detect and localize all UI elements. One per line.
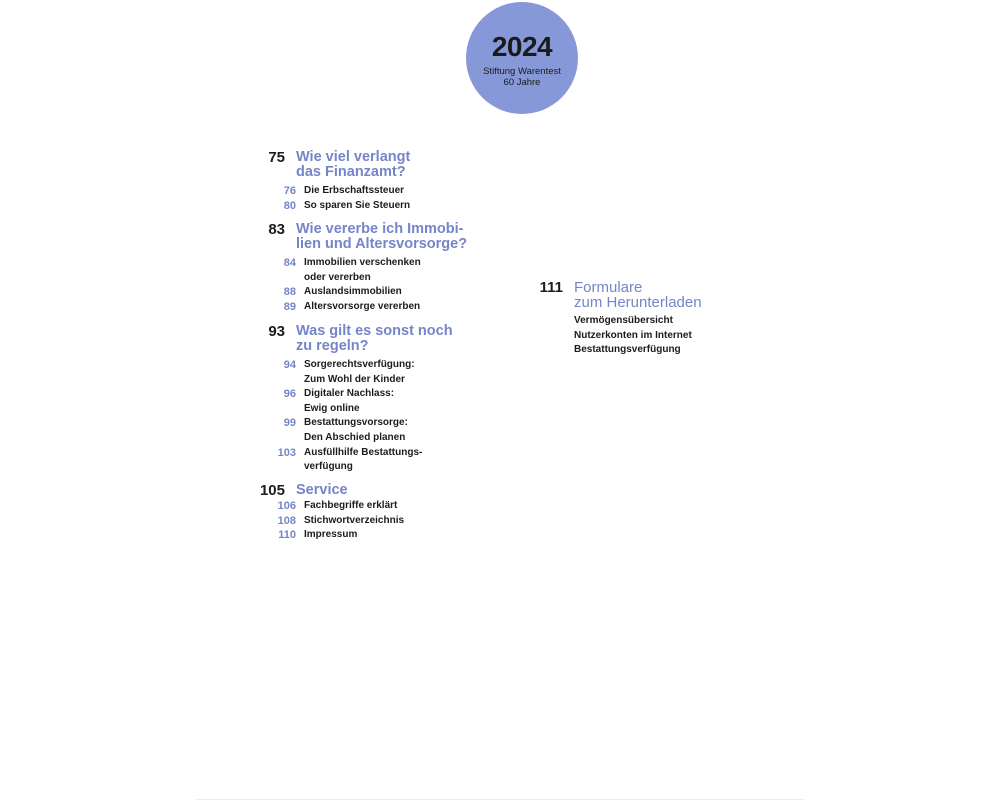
toc-entry[interactable]: [283, 285, 467, 300]
toc-section-105: [259, 482, 454, 543]
entry-text: Immobilien verschenken: [304, 257, 421, 268]
entry-text: verfügung: [304, 461, 353, 473]
entry-text: oder vererben: [304, 271, 371, 283]
toc-entry[interactable]: [277, 446, 454, 475]
entry-page: 106: [277, 500, 296, 512]
form-list: [574, 314, 702, 358]
badge-line-2: 60 Jahre: [503, 77, 541, 88]
toc-entry[interactable]: [283, 300, 467, 315]
entry-page: 76: [283, 185, 296, 197]
section-title[interactable]: [296, 222, 467, 252]
section-page-number: 93: [268, 323, 285, 340]
section-title-line: Was gilt es sonst noch: [296, 323, 453, 339]
section-title-line: Wie vererbe ich Immobi-: [296, 221, 464, 237]
badge-year: 2024: [491, 31, 553, 62]
entry-text: Ewig online: [304, 402, 360, 414]
toc-entry[interactable]: [283, 416, 454, 445]
toc-section-75: [268, 149, 454, 213]
section-title-line: Wie viel verlangt: [296, 149, 411, 165]
entry-text: Den Abschied planen: [304, 431, 406, 443]
entry-text: Fachbegriffe erklärt: [304, 500, 398, 511]
badge-line-1: Stiftung Warentest: [483, 66, 561, 77]
form-item[interactable]: Bestattungsverfügung: [574, 344, 681, 356]
toc-section-93: [268, 323, 454, 475]
toc-entry[interactable]: [283, 199, 454, 214]
section-title-line: lien und Altersvorsorge?: [296, 236, 468, 252]
section-title[interactable]: [296, 150, 454, 180]
entry-text: Sorgerechtsverfügung:: [304, 359, 415, 370]
entry-text: Auslandsimmobilien: [304, 286, 402, 298]
entry-text: Impressum: [304, 529, 358, 541]
section-title-line: Service: [296, 482, 348, 498]
section-entries: [277, 358, 454, 475]
toc-entry[interactable]: [277, 514, 454, 529]
section-title-line: zum Herunterladen: [574, 294, 702, 311]
section-title[interactable]: [296, 483, 454, 498]
toc-entry[interactable]: [283, 256, 467, 285]
toc-section-83: [268, 221, 468, 314]
entry-text: Die Erbschaftssteuer: [304, 185, 405, 196]
entry-page: 103: [277, 446, 296, 459]
section-title-line: das Finanzamt?: [296, 164, 406, 180]
section-title-line: zu regeln?: [296, 338, 369, 354]
entry-page: 110: [278, 529, 296, 542]
entry-page: 99: [283, 417, 296, 430]
anniversary-badge: [466, 2, 578, 114]
entry-page: 88: [283, 286, 296, 299]
toc-entry[interactable]: [278, 528, 454, 543]
toc-entry[interactable]: [277, 499, 454, 514]
entry-text: Stichwortverzeichnis: [304, 514, 405, 526]
section-title[interactable]: [574, 280, 702, 310]
form-item[interactable]: Vermögensübersicht: [574, 315, 673, 326]
entry-page: 108: [277, 514, 296, 527]
section-page-number: 111: [539, 279, 563, 296]
entry-page: 94: [283, 359, 296, 371]
section-page-number: 75: [268, 149, 285, 166]
section-title[interactable]: [296, 324, 454, 354]
section-entries: [277, 499, 454, 543]
section-entries: [283, 184, 454, 213]
toc-entry[interactable]: [283, 387, 454, 416]
entry-text: Digitaler Nachlass:: [304, 388, 395, 400]
toc-entry[interactable]: [283, 184, 454, 199]
entry-page: 96: [283, 388, 296, 401]
entry-page: 89: [283, 300, 296, 313]
section-title-line: Formulare: [574, 279, 643, 296]
entry-text: Bestattungsvorsorge:: [304, 417, 408, 429]
entry-page: 84: [283, 257, 296, 269]
entry-page: 80: [283, 199, 296, 212]
section-page-number: 83: [268, 221, 285, 238]
section-page-number: 105: [259, 482, 285, 499]
entry-text: Ausfüllhilfe Bestattungs-: [304, 446, 423, 458]
toc-entry[interactable]: [283, 358, 454, 387]
entry-text: Altersvorsorge vererben: [304, 300, 421, 312]
toc-section-111: [539, 279, 702, 358]
entry-text: Zum Wohl der Kinder: [304, 373, 405, 385]
entry-text: So sparen Sie Steuern: [304, 199, 411, 211]
section-entries: [283, 256, 467, 314]
form-item[interactable]: Nutzerkonten im Internet: [574, 329, 692, 341]
